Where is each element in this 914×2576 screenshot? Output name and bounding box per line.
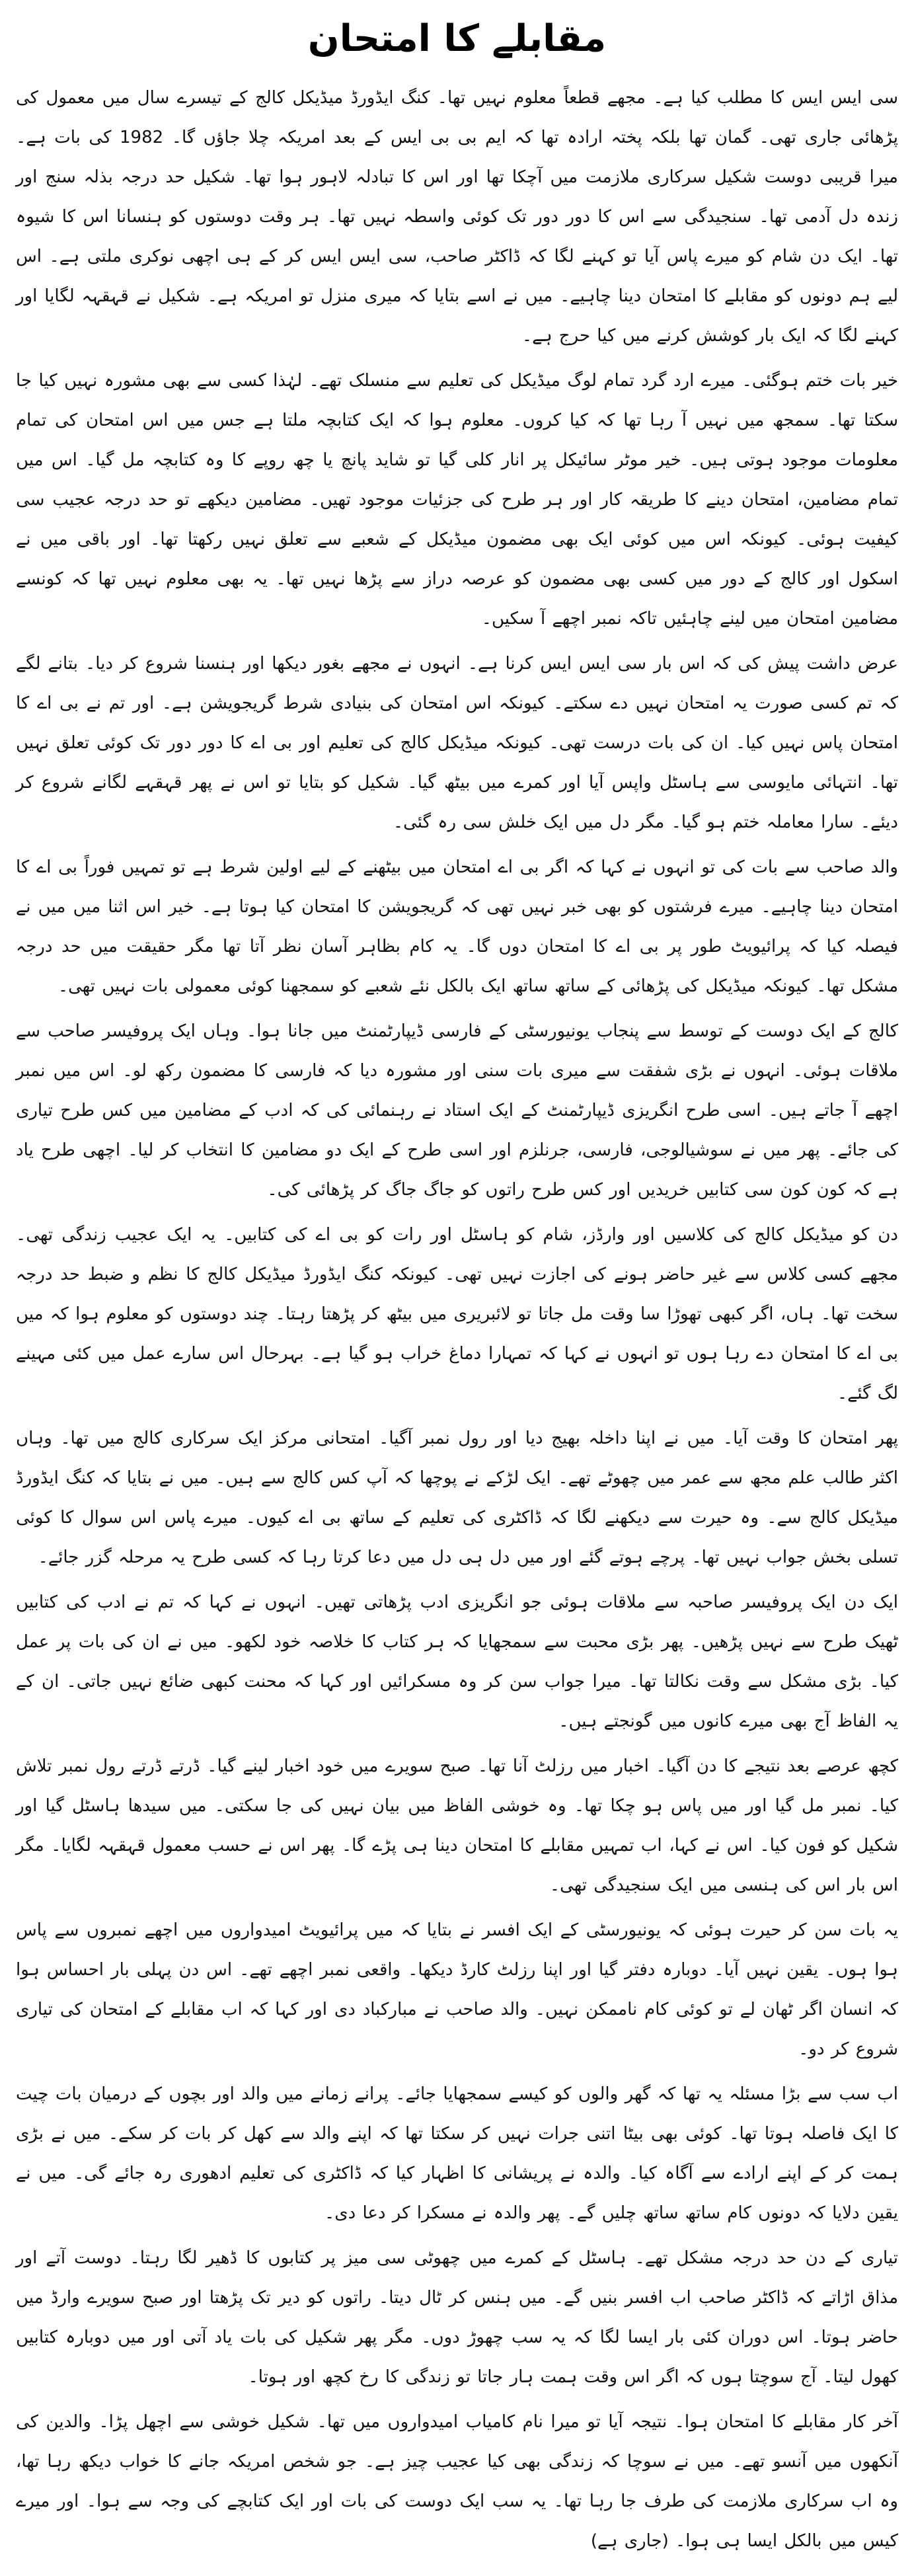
article-paragraph: تیاری کے دن حد درجہ مشکل تھے۔ ہاسٹل کے کمرے میں چھوٹی سی میز پر کتابوں کا ڈھیر لگا رہتا۔ دوست آتے اور مذاق اڑاتے کہ ڈاکٹر صاحب اب افسر بنیں گے۔ میں ہنس کر ٹال دیتا۔ راتوں کو دیر تک پڑھتا اور صبح سویرے وارڈ میں حاضر ہوتا۔ اس دوران کئی بار ایسا لگا کہ یہ سب چھوڑ دوں۔ مگر پھر شکیل کی بات یاد آتی اور میں دوبارہ کتابیں کھول لیتا۔ آج سوچتا ہوں کہ اگر اس وقت ہمت ہار جاتا تو زندگی کا رخ کچھ اور ہوتا۔ <box>16 2248 898 2387</box>
article-paragraph: اب سب سے بڑا مسئلہ یہ تھا کہ گھر والوں کو کیسے سمجھایا جائے۔ پرانے زمانے میں والد اور بچوں کے درمیان بات چیت کا ایک فاصلہ ہوتا تھا۔ کوئی بھی بیٹا اتنی جرات نہیں کر سکتا تھا کہ اپنے والد سے کھل کر بات کر سکے۔ میں نے بڑی ہمت کر کے اپنے ارادے سے آگاہ کیا۔ والدہ نے پریشانی کا اظہار کیا کہ ڈاکٹری کی تعلیم ادھوری رہ جائے گی۔ میں نے یقین دلایا کہ دونوں کام ساتھ ساتھ چلیں گے۔ پھر والدہ نے مسکرا کر دعا دی۔ <box>16 2084 898 2223</box>
article-paragraph: والد صاحب سے بات کی تو انہوں نے کہا کہ اگر بی اے امتحان میں بیٹھنے کے لیے اولین شرط ہے تو تمہیں فوراً بی اے کا امتحان دینا چاہیے۔ میرے فرشتوں کو بھی خبر نہیں تھی کہ گریجویشن کا امتحان کیا ہوتا ہے۔ خیر اس اثنا میں میں نے فیصلہ کیا کہ پرائیویٹ طور پر بی اے کا امتحان دوں گا۔ یہ کام بظاہر آسان نظر آتا تھا مگر حقیقت میں حد درجہ مشکل تھا۔ کیونکہ میڈیکل کی پڑھائی کے ساتھ ساتھ ایک بالکل نئے شعبے کو سمجھنا کوئی معمولی بات نہیں تھی۔ <box>16 857 898 996</box>
article-headline: مقابلے کا امتحان <box>307 17 607 60</box>
article-paragraph: کچھ عرصے بعد نتیجے کا دن آگیا۔ اخبار میں رزلٹ آنا تھا۔ صبح سویرے میں خود اخبار لینے گیا۔ ڈرتے ڈرتے رول نمبر تلاش کیا۔ نمبر مل گیا اور میں پاس ہو چکا تھا۔ وہ خوشی الفاظ میں بیان نہیں کی جا سکتی۔ میں سیدھا ہاسٹل گیا اور شکیل کو فون کیا۔ اس نے کہا، اب تمہیں مقابلے کا امتحان دینا ہی پڑے گا۔ پھر اس نے حسب معمول قہقہہ لگایا۔ مگر اس بار اس کی ہنسی میں ایک سنجیدگی تھی۔ <box>16 1756 898 1895</box>
article-paragraph: دن کو میڈیکل کالج کی کلاسیں اور وارڈز، شام کو ہاسٹل اور رات کو بی اے کی کتابیں۔ یہ ایک عجیب زندگی تھی۔ مجھے کسی کلاس سے غیر حاضر ہونے کی اجازت نہیں تھی۔ کیونکہ کنگ ایڈورڈ میڈیکل کالج کا نظم و ضبط حد درجہ سخت تھا۔ ہاں، اگر کبھی تھوڑا سا وقت مل جاتا تو لائبریری میں بیٹھ کر پڑھتا رہتا۔ چند دوستوں کو معلوم ہوا کہ میں بی اے کا امتحان دے رہا ہوں تو انہوں نے کہا کہ تمہارا دماغ خراب ہو گیا ہے۔ بہرحال اس سارے عمل میں کئی مہینے لگ گئے۔ <box>16 1225 898 1403</box>
article-paragraph: عرض داشت پیش کی کہ اس بار سی ایس ایس کرنا ہے۔ انہوں نے مجھے بغور دیکھا اور ہنسنا شروع کر دیا۔ بتانے لگے کہ تم کسی صورت یہ امتحان نہیں دے سکتے۔ کیونکہ اس امتحان کی بنیادی شرط گریجویشن ہے۔ اور تم نے بی اے کا امتحان پاس نہیں کیا۔ ان کی بات درست تھی۔ کیونکہ میڈیکل کالج کی تعلیم اور بی اے کا دور دور تک کوئی تعلق نہیں تھا۔ انتہائی مایوسی سے ہاسٹل واپس آیا اور کمرے میں بیٹھ گیا۔ شکیل کو بتایا تو اس نے پھر قہقہے لگانے شروع کر دیئے۔ سارا معاملہ ختم ہو گیا۔ مگر دل میں ایک خلش سی رہ گئی۔ <box>16 654 899 832</box>
article-paragraph: ایک دن ایک پروفیسر صاحبہ سے ملاقات ہوئی جو انگریزی ادب پڑھاتی تھیں۔ انہوں نے کہا کہ تم نے ادب کی کتابیں ٹھیک طرح سے نہیں پڑھیں۔ پھر بڑی محبت سے سمجھایا کہ ہر کتاب کا خلاصہ خود لکھو۔ میں نے ان کی بات پر عمل کیا۔ بڑی مشکل سے وقت نکالتا تھا۔ میرا جواب سن کر وہ مسکرائیں اور کہا کہ محنت کبھی ضائع نہیں جاتی۔ ان کے یہ الفاظ آج بھی میرے کانوں میں گونجتے ہیں۔ <box>16 1592 898 1731</box>
article-paragraph: پھر امتحان کا وقت آیا۔ میں نے اپنا داخلہ بھیج دیا اور رول نمبر آگیا۔ امتحانی مرکز ایک سرکاری کالج میں تھا۔ وہاں اکثر طالب علم مجھ سے عمر میں چھوٹے تھے۔ ایک لڑکے نے پوچھا کہ آپ کس کالج سے ہیں۔ میں نے بتایا کہ کنگ ایڈورڈ میڈیکل کالج سے۔ وہ حیرت سے دیکھنے لگا کہ ڈاکٹری کی تعلیم کے ساتھ بی اے کیوں۔ میرے پاس اس سوال کا کوئی تسلی بخش جواب نہیں تھا۔ پرچے ہوتے گئے اور میں دل ہی دل میں دعا کرتا رہا کہ کسی طرح یہ مرحلہ گزر جائے۔ <box>16 1428 898 1567</box>
article-paragraph: آخر کار مقابلے کا امتحان ہوا۔ نتیجہ آیا تو میرا نام کامیاب امیدواروں میں تھا۔ شکیل خوشی سے اچھل پڑا۔ والدین کی آنکھوں میں آنسو تھے۔ میں نے سوچا کہ زندگی بھی کیا عجیب چیز ہے۔ جو شخص امریکہ جانے کا خواب دیکھ رہا تھا، وہ اب سرکاری ملازمت کی طرف جا رہا تھا۔ یہ سب ایک دوست کی بات اور ایک کتابچے کی وجہ سے ہوا۔ اور میرے کیس میں بالکل ایسا ہی ہوا۔ (جاری ہے) <box>16 2412 898 2551</box>
article-paragraph: خیر بات ختم ہوگئی۔ میرے ارد گرد تمام لوگ میڈیکل کی تعلیم سے منسلک تھے۔ لہٰذا کسی سے بھی مشورہ نہیں کیا جا سکتا تھا۔ سمجھ میں نہیں آ رہا تھا کہ کیا کروں۔ معلوم ہوا کہ ایک کتابچہ ملتا ہے جس میں اس امتحان کی تمام معلومات موجود ہوتی ہیں۔ خیر موٹر سائیکل پر انار کلی گیا تو شاید پانچ یا چھ روپے کا وہ کتابچہ مل گیا۔ اس میں تمام مضامین، امتحان دینے کا طریقہ کار اور ہر طرح کی جزئیات موجود تھیں۔ مضامین دیکھے تو حد درجہ عجیب سی کیفیت ہوئی۔ کیونکہ اس میں کوئی ایک بھی مضمون میڈیکل کے شعبے سے تعلق نہیں رکھتا تھا۔ اور باقی میں نے اسکول اور کالج کے دور میں کسی بھی مضمون کو عرصہ دراز سے پڑھا نہیں تھا۔ یہ بھی معلوم نہیں تھا کہ کونسے مضامین امتحان میں لینے چاہئیں تاکہ نمبر اچھے آ سکیں۔ <box>16 371 899 629</box>
article-body <box>16 78 898 2561</box>
headline-container <box>16 0 898 78</box>
article-paragraph: یہ بات سن کر حیرت ہوئی کہ یونیورسٹی کے ایک افسر نے بتایا کہ میں پرائیویٹ امیدواروں میں اچھے نمبروں سے پاس ہوا ہوں۔ یقین نہیں آیا۔ دوبارہ دفتر گیا اور اپنا رزلٹ کارڈ دیکھا۔ واقعی نمبر اچھے تھے۔ اس دن پہلی بار احساس ہوا کہ انسان اگر ٹھان لے تو کوئی کام ناممکن نہیں۔ والد صاحب نے مبارکباد دی اور کہا کہ اب مقابلے کے امتحان کی تیاری شروع کر دو۔ <box>16 1920 898 2059</box>
article-paragraph: سی ایس ایس کا مطلب کیا ہے۔ مجھے قطعاً معلوم نہیں تھا۔ کنگ ایڈورڈ میڈیکل کالج کے تیسرے سال میں معمول کی پڑھائی جاری تھی۔ گمان تھا بلکہ پختہ ارادہ تھا کہ ایم بی بی ایس کے بعد امریکہ چلا جاؤں گا۔ 1982 کی بات ہے۔ میرا قریبی دوست شکیل سرکاری ملازمت میں آچکا تھا اور اس کا تبادلہ لاہور ہوا تھا۔ شکیل حد درجہ بذلہ سنج اور زندہ دل آدمی تھا۔ سنجیدگی سے اس کا دور دور تک کوئی واسطہ نہیں تھا۔ ہر وقت دوستوں کو ہنسانا اس کا شیوہ تھا۔ ایک دن شام کو میرے پاس آیا تو کہنے لگا کہ ڈاکٹر صاحب، سی ایس ایس کر کے ہی اچھی نوکری ملتی ہے۔ اس لیے ہم دونوں کو مقابلے کا امتحان دینا چاہیے۔ میں نے اسے بتایا کہ میری منزل تو امریکہ ہے۔ شکیل نے قہقہہ لگایا اور کہنے لگا کہ ایک بار کوشش کرنے میں کیا حرج ہے۔ <box>16 88 898 346</box>
article-paragraph: کالج کے ایک دوست کے توسط سے پنجاب یونیورسٹی کے فارسی ڈیپارٹمنٹ میں جانا ہوا۔ وہاں ایک پروفیسر صاحب سے ملاقات ہوئی۔ انہوں نے بڑی شفقت سے میری بات سنی اور مشورہ دیا کہ فارسی کا مضمون رکھ لو۔ اس میں نمبر اچھے آ جاتے ہیں۔ اسی طرح انگریزی ڈیپارٹمنٹ کے ایک استاد نے رہنمائی کی کہ ادب کے مضامین میں کس طرح تیاری کی جائے۔ پھر میں نے سوشیالوجی، فارسی، جرنلزم اور اسی طرح کے ایک دو مضامین کا انتخاب کر لیا۔ اچھی طرح یاد ہے کہ کون کون سی کتابیں خریدیں اور کس طرح راتوں کو جاگ جاگ کر پڑھائی کی۔ <box>16 1021 898 1200</box>
